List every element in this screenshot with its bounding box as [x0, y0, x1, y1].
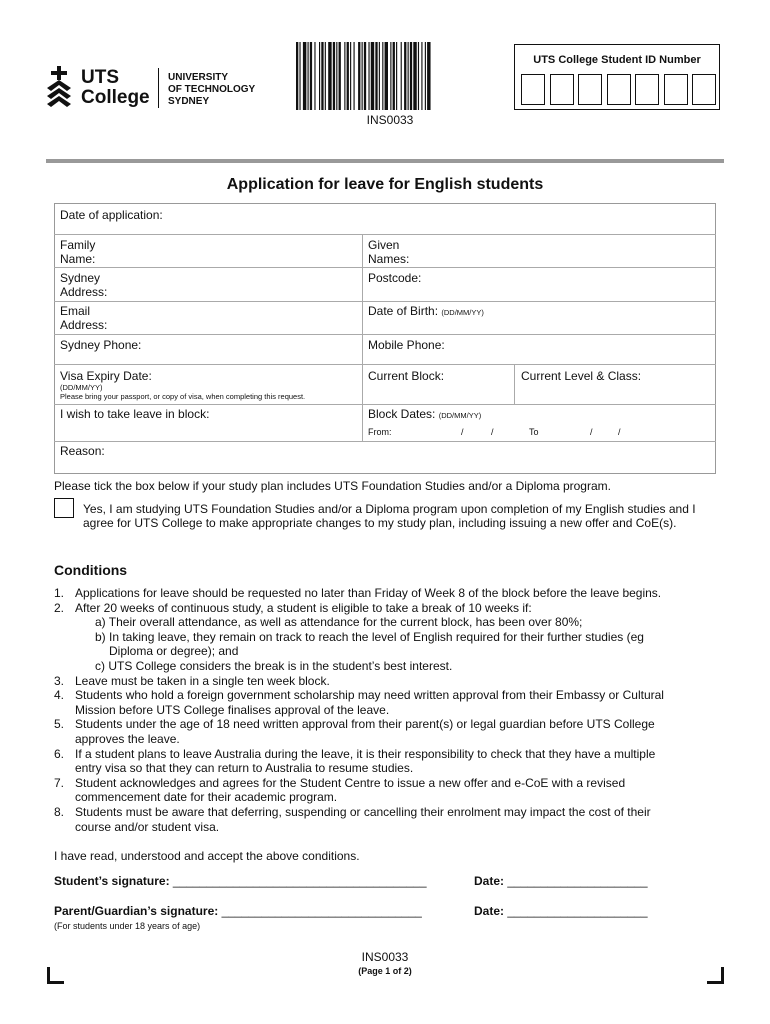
date-of-birth-field[interactable]: Date of Birth: (DD/MM/YY)	[368, 304, 484, 318]
condition-number: 2.	[54, 600, 65, 615]
foundation-studies-statement: Yes, I am studying UTS Foundation Studies and/or a Diploma program upon completion of my English studies and I agree for UTS College to make appropriate changes to my study plan, including issuing a new offer and CoE(s).	[83, 502, 696, 530]
mobile-phone-field[interactable]: Mobile Phone:	[368, 338, 445, 352]
leave-block-field[interactable]: I wish to take leave in block:	[60, 407, 210, 421]
current-block-field[interactable]: Current Block:	[368, 369, 445, 383]
university-name: UNIVERSITY OF TECHNOLOGY SYDNEY	[168, 72, 256, 107]
condition-text: Students who hold a foreign government scholarship may need written approval from their Embassy or Cultural	[75, 688, 664, 703]
condition-text: Student acknowledges and agrees for the Student Centre to issue a new offer and e-CoE with a revised	[75, 775, 626, 790]
student-id-digit-cell[interactable]	[578, 74, 602, 105]
sydney-address-field[interactable]: Sydney Address:	[60, 271, 108, 299]
condition-number: 7.	[54, 775, 65, 790]
barcode-image	[296, 42, 484, 110]
to-date-slash: /	[590, 427, 593, 437]
tick-instruction: Please tick the box below if your study plan includes UTS Foundation Studies and/or a Diploma program.	[54, 479, 611, 493]
condition-text: approves the leave.	[75, 732, 180, 746]
footer-page-number: (Page 1 of 2)	[358, 966, 412, 976]
condition-number: 3.	[54, 673, 65, 688]
guardian-date-field[interactable]: Date: _____________________	[474, 904, 648, 918]
sydney-phone-field[interactable]: Sydney Phone:	[60, 338, 142, 352]
guardian-note: (For students under 18 years of age)	[54, 921, 201, 931]
logo-college-text: College	[81, 87, 150, 108]
condition-text: commencement date for their academic program.	[75, 790, 338, 805]
student-id-digit-cell[interactable]	[664, 74, 688, 105]
condition-text: b) In taking leave, they remain on track to reach the level of English required for their further studies (eg	[95, 629, 644, 644]
header-rule	[46, 159, 724, 163]
condition-number: 5.	[54, 717, 65, 732]
block-dates-label: Block Dates: (DD/MM/YY)	[368, 407, 482, 421]
condition-number: 6.	[54, 746, 65, 761]
family-name-field[interactable]: Family Name:	[60, 238, 96, 266]
student-id-title: UTS College Student ID Number	[533, 54, 701, 66]
student-signature-field[interactable]: Student’s signature: ______________________________________	[54, 874, 427, 888]
uts-college-logo-icon	[46, 66, 72, 108]
conditions-heading: Conditions	[54, 562, 128, 578]
reason-field[interactable]: Reason:	[60, 444, 105, 458]
condition-text: Applications for leave should be requested no later than Friday of Week 8 of the block before the leave begins.	[75, 586, 662, 600]
form-title: Application for leave for English students	[226, 176, 544, 193]
student-date-field[interactable]: Date: _____________________	[474, 874, 648, 888]
condition-text: If a student plans to leave Australia during the leave, it is their responsibility to check that they have a multiple	[75, 746, 656, 761]
condition-number: 4.	[54, 688, 65, 703]
given-names-field[interactable]: Given Names:	[368, 238, 410, 266]
corner-mark	[47, 967, 64, 984]
block-dates-to[interactable]: To	[529, 427, 539, 437]
postcode-field[interactable]: Postcode:	[368, 271, 422, 285]
table-column-divider	[514, 364, 515, 404]
table-divider	[54, 267, 716, 268]
condition-text: course and/or student visa.	[75, 819, 220, 834]
table-divider	[54, 234, 716, 235]
logo-divider	[158, 68, 159, 108]
date-of-application-field[interactable]: Date of application:	[60, 208, 163, 222]
condition-text: Diploma or degree); and	[109, 644, 239, 659]
student-id-box	[514, 44, 720, 110]
student-id-digit-cell[interactable]	[607, 74, 631, 105]
logo-uts-text: UTS	[81, 67, 119, 88]
from-date-slash: /	[461, 427, 464, 437]
condition-text: entry visa so that they can return to Australia to resume studies.	[75, 761, 414, 776]
student-id-digit-cell[interactable]	[521, 74, 545, 105]
current-level-field[interactable]: Current Level & Class:	[521, 369, 642, 383]
condition-text: Leave must be taken in a single ten week block.	[75, 673, 330, 688]
student-id-digit-cell[interactable]	[692, 74, 716, 105]
condition-text: a) Their overall attendance, as well as attendance for the current block, has been over 80%;	[95, 615, 583, 630]
condition-number: 1.	[54, 586, 65, 600]
table-divider	[54, 404, 716, 405]
block-dates-from[interactable]: From:	[368, 427, 392, 437]
condition-text: After 20 weeks of continuous study, a student is eligible to take a break of 10 weeks if:	[75, 600, 532, 615]
condition-text: c) UTS College considers the break is in the student’s best interest.	[95, 659, 453, 673]
condition-text: Mission before UTS College finalises approval of the leave.	[75, 702, 390, 717]
foundation-studies-checkbox[interactable]	[54, 498, 74, 518]
visa-expiry-field[interactable]: Visa Expiry Date: (DD/MM/YY) Please bring your passport, or copy of visa, when completing this request.	[60, 369, 306, 401]
condition-text: Students under the age of 18 need written approval from their parent(s) or legal guardian before UTS College	[75, 717, 655, 732]
condition-number: 8.	[54, 805, 65, 819]
table-divider	[54, 441, 716, 442]
footer-form-code: INS0033	[361, 950, 409, 964]
from-date-slash: /	[491, 427, 494, 437]
corner-mark	[707, 967, 724, 984]
table-divider	[54, 364, 716, 365]
table-column-divider	[362, 234, 363, 441]
table-divider	[54, 334, 716, 335]
to-date-slash: /	[618, 427, 621, 437]
table-divider	[54, 301, 716, 302]
student-id-digit-cell[interactable]	[550, 74, 574, 105]
acknowledgement-text: I have read, understood and accept the above conditions.	[54, 849, 360, 863]
barcode-label: INS0033	[366, 113, 414, 127]
guardian-signature-field[interactable]: Parent/Guardian’s signature: ______________________________	[54, 904, 422, 918]
email-address-field[interactable]: Email Address:	[60, 304, 108, 332]
student-id-digit-cell[interactable]	[635, 74, 659, 105]
condition-text: Students must be aware that deferring, suspending or cancelling their enrolment may impact the cost of their	[75, 805, 651, 819]
